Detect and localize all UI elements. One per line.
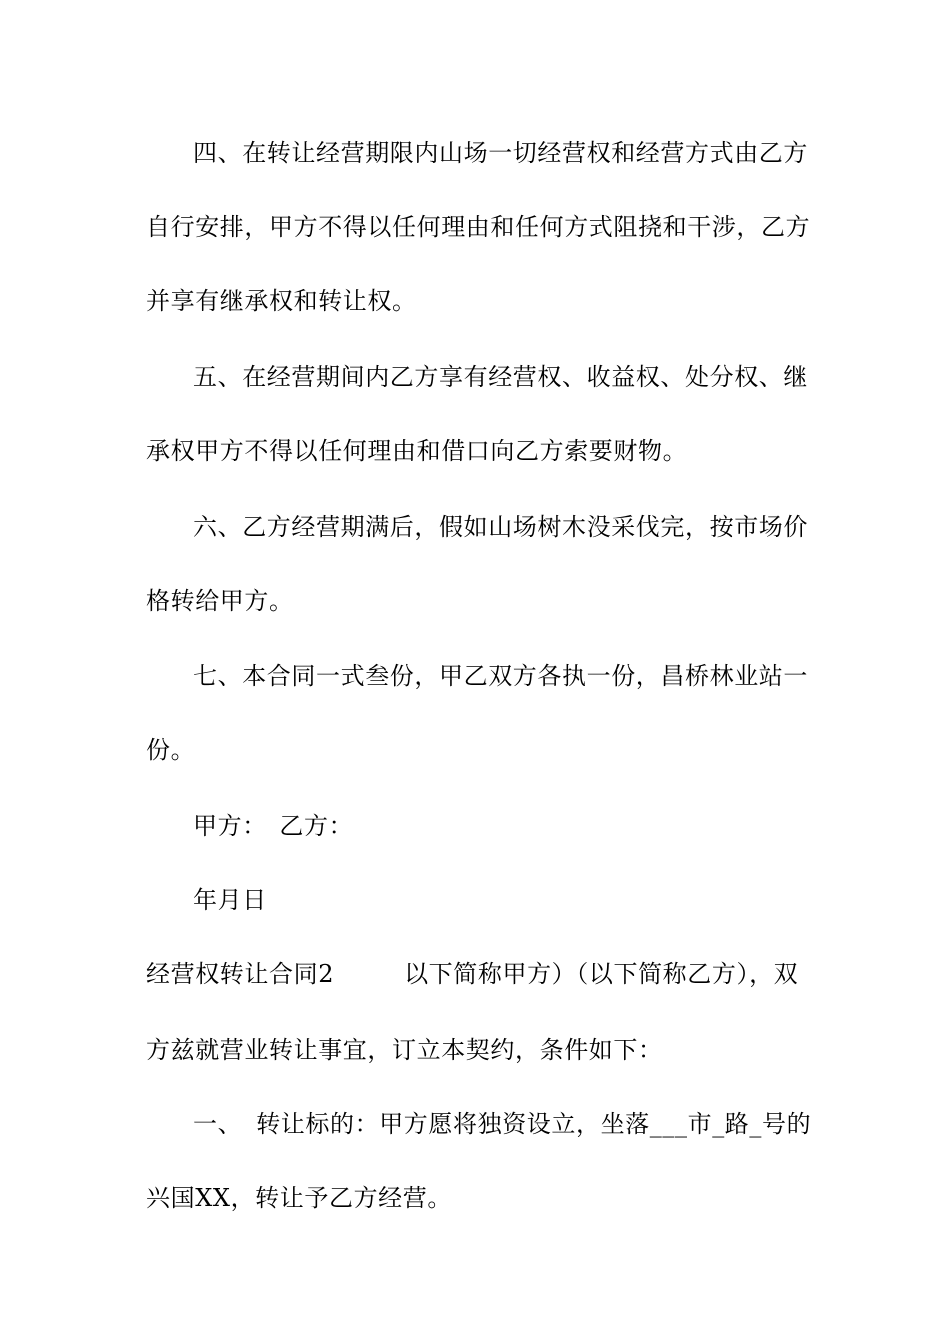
item-1-text: 转让标的：甲方愿将独资设立，坐落___市_路_号的 xyxy=(256,1110,812,1138)
contract-2-line-2: 方兹就营业转让事宜，订立本契约，条件如下： xyxy=(146,1036,663,1064)
contract-2-item-1-cont: 兴国XX，转让予乙方经营。 xyxy=(146,1184,452,1212)
contract-2-item-1 xyxy=(193,1108,812,1140)
clause-6-line-1: 六、乙方经营期满后，假如山场树木没采伐完，按市场价 xyxy=(193,513,808,541)
clause-4-line-1: 四、在转让经营期限内山场一切经营权和经营方式由乙方 xyxy=(193,139,808,167)
clause-5-line-2: 承权甲方不得以任何理由和借口向乙方索要财物。 xyxy=(146,437,688,465)
contract-2-title-rest: 以下简称甲方）（以下简称乙方），双 xyxy=(404,960,799,988)
contract-2-heading-line xyxy=(146,958,806,990)
clause-4-line-3: 并享有继承权和转让权。 xyxy=(146,287,417,315)
clause-4-line-2: 自行安排，甲方不得以任何理由和任何方式阻挠和干涉，乙方 xyxy=(146,213,811,241)
clause-7-line-1: 七、本合同一式叁份，甲乙双方各执一份，昌桥林业站一 xyxy=(193,662,808,690)
contract-2-title: 经营权转让合同2 xyxy=(146,960,335,988)
item-1-number: 一、 xyxy=(193,1110,243,1138)
signature-parties: 甲方： 乙方： xyxy=(193,812,354,840)
clause-7-line-2: 份。 xyxy=(146,736,196,764)
signature-date: 年月日 xyxy=(193,886,267,914)
clause-6-line-2: 格转给甲方。 xyxy=(146,587,294,615)
clause-5-line-1: 五、在经营期间内乙方享有经营权、收益权、处分权、继 xyxy=(193,363,808,391)
